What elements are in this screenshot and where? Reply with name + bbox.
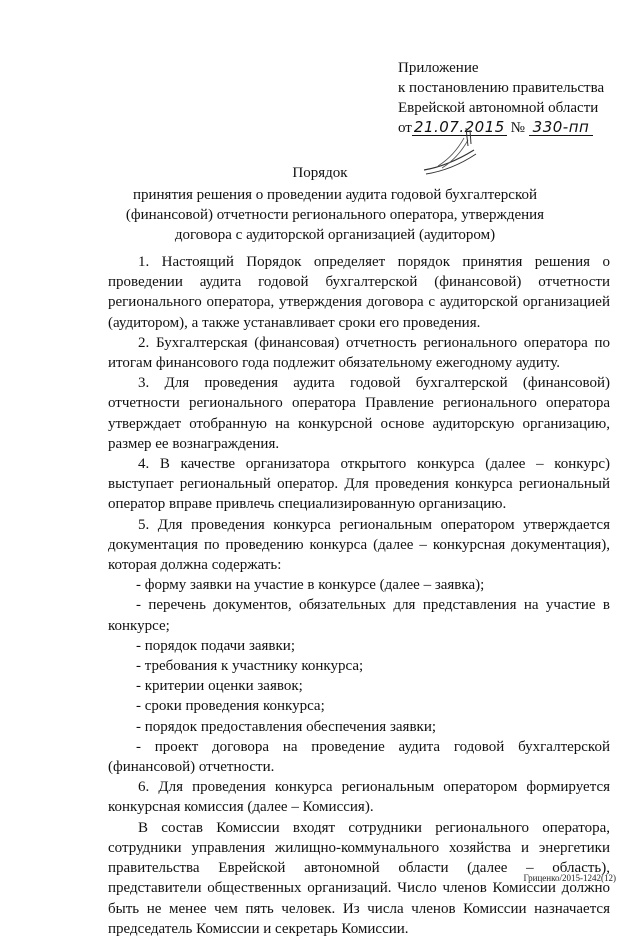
document-subtitle: принятия решения о проведении аудита годовой бухгалтерской (финансовой) отчетности регионального оператора, утверждения договора с аудиторской организацией (аудитором) (125, 187, 545, 243)
list-item: - требования к участнику конкурса; (136, 658, 364, 675)
list-item: - порядок предоставления обеспечения заявки; (136, 718, 437, 735)
number-value: 330-пп (529, 120, 593, 136)
paragraph-commission: В состав Комиссии входят сотрудники регионального оператора, сотрудники управления жилищно-коммунального хозяйства и энергетики правительства Еврейской автономной области (далее – область), представители общественных организаций. Число членов Комиссии должно быть не менее чем пять человек. Из числа членов Комиссии назначается председатель Комиссии и секретарь Комиссии. (108, 819, 610, 937)
list-item: - сроки проведения конкурса; (136, 698, 325, 715)
document-body (108, 252, 610, 939)
date-value: 21.07.2015 (412, 120, 507, 136)
document-title: Порядок (292, 165, 348, 181)
paragraph-6: 6. Для проведения конкурса региональным оператором формируется конкурсная комиссия (далее – Комиссия). (108, 779, 610, 816)
list-item: - проект договора на проведение аудита годовой бухгалтерской (финансовой) отчетности. (108, 738, 610, 776)
number-prefix: № (510, 120, 525, 136)
paragraph-1: 1. Настоящий Порядок определяет порядок принятия решения о проведении аудита годовой бухгалтерской (финансовой) отчетности регионального оператора, утверждения договора с аудиторской организацией (аудитором), а также устанавливает сроки его проведения. (108, 254, 610, 331)
list-item: - порядок подачи заявки; (136, 637, 295, 654)
paragraph-3: 3. Для проведения аудита годовой бухгалтерской (финансовой) отчетности регионального оператора Правление регионального оператора утверждает отобранную на конкурсной основе аудиторскую организацию, размер ее вознаграждения. (108, 375, 610, 452)
footer-code: Гриценко/2015-1242(12) (523, 873, 616, 883)
list-item: - критерии оценки заявок; (136, 678, 303, 695)
appendix-line-1: Приложение (398, 60, 479, 76)
paragraph-4: 4. В качестве организатора открытого конкурса (далее – конкурс) выступает региональный оператор. Для проведения конкурса региональный оператор вправе привлечь специализированную организацию. (108, 456, 610, 513)
date-prefix: от (398, 120, 412, 136)
list-item: - перечень документов, обязательных для представления на участие в конкурсе; (108, 597, 610, 634)
appendix-line-2: к постановлению правительства (398, 80, 605, 96)
paragraph-2: 2. Бухгалтерская (финансовая) отчетность регионального оператора по итогам финансового года подлежит обязательному ежегодному аудиту. (108, 334, 610, 372)
appendix-line-3: Еврейской автономной области (398, 100, 599, 116)
paragraph-5: 5. Для проведения конкурса региональным оператором утверждается документация по проведению конкурса (далее – конкурсная документация), которая должна содержать: (108, 516, 610, 574)
list-item: - форму заявки на участие в конкурсе (далее – заявка); (136, 577, 485, 594)
